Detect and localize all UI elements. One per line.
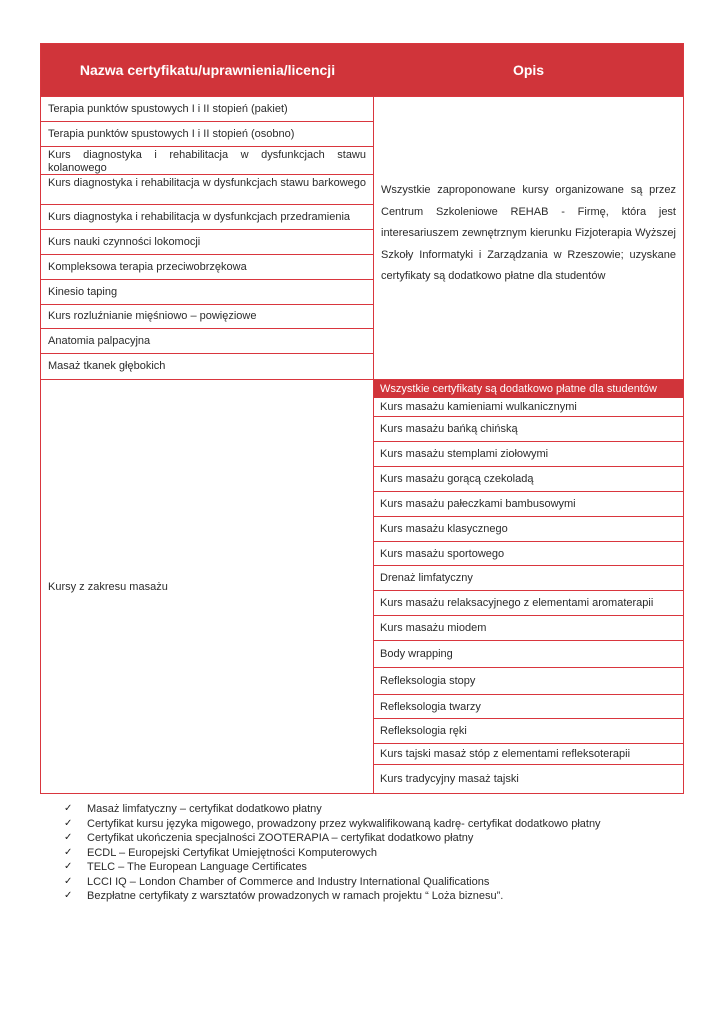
courses-description: Wszystkie zaproponowane kursy organizowane są przez Centrum Szkoleniowe REHAB - Firmę, która jest interesariuszem zewnętrznym kierunku Fizjoterapia Wyższej Szkoły Informatyki i Zarządzania w Rzeszowie; uzyskane certyfikaty są dodatkowo płatne dla studentów xyxy=(381,184,676,283)
table-row: Kompleksowa terapia przeciwobrzękowa xyxy=(41,255,373,280)
table-row: Kurs diagnostyka i rehabilitacja w dysfunkcjach stawu kolanowego xyxy=(41,147,373,175)
rehab-course-list xyxy=(41,97,374,379)
table-row: Terapia punktów spustowych I i II stopień (pakiet) xyxy=(41,97,373,122)
table-row: Terapia punktów spustowych I i II stopień (osobno) xyxy=(41,122,373,147)
table-row: Kurs diagnostyka i rehabilitacja w dysfunkcjach stawu barkowego xyxy=(41,175,373,205)
checkmark-icon: ✓ xyxy=(64,817,73,829)
list-item: Refleksologia ręki xyxy=(374,719,683,744)
table-row: Masaż tkanek głębokich xyxy=(48,360,166,372)
list-item xyxy=(64,875,601,890)
checklist-item-text: TELC – The European Language Certificates xyxy=(87,861,307,873)
table-header xyxy=(41,44,683,96)
massage-course-list xyxy=(374,380,683,793)
list-item: Refleksologia stopy xyxy=(374,668,683,695)
list-item xyxy=(64,817,601,832)
list-item xyxy=(64,889,601,904)
list-item: Kurs masażu stemplami ziołowymi xyxy=(374,442,683,467)
list-item: Kurs tajski masaż stóp z elementami refleksoterapii xyxy=(374,744,683,765)
list-item: Refleksologia twarzy xyxy=(374,695,683,719)
checkmark-icon: ✓ xyxy=(64,875,73,887)
list-item: Kurs masażu miodem xyxy=(374,616,683,641)
table-row: Kinesio taping xyxy=(41,280,373,305)
list-item: Kurs masażu bańką chińską xyxy=(374,417,683,442)
checkmark-icon: ✓ xyxy=(64,846,73,858)
checklist-item-text: Certyfikat kursu języka migowego, prowadzony przez wykwalifikowaną kadrę- certyfikat dodatkowo płatny xyxy=(87,817,601,830)
checklist-item-text: Bezpłatne certyfikaty z warsztatów prowadzonych w ramach projektu “ Loża biznesu”. xyxy=(87,890,504,902)
table-row: Kurs diagnostyka i rehabilitacja w dysfunkcjach przedramienia xyxy=(41,205,373,230)
list-item: Kurs masażu sportowego xyxy=(374,542,683,566)
checkmark-icon: ✓ xyxy=(64,861,73,872)
list-item: Kurs tradycyjny masaż tajski xyxy=(380,773,519,785)
paid-certificates-banner: Wszystkie certyfikaty są dodatkowo płatne dla studentów xyxy=(374,380,683,398)
massage-courses-label: Kursy z zakresu masażu xyxy=(41,380,374,793)
description-cell xyxy=(374,97,683,379)
list-item xyxy=(64,831,601,846)
header-name-column: Nazwa certyfikatu/uprawnienia/licencji xyxy=(79,62,336,78)
certificates-table xyxy=(40,43,684,794)
list-item: Drenaż limfatyczny xyxy=(374,566,683,591)
list-item: Kurs masażu relaksacyjnego z elementami aromaterapii xyxy=(374,591,683,616)
list-item: Kurs masażu pałeczkami bambusowymi xyxy=(374,492,683,517)
checkmark-icon: ✓ xyxy=(64,803,73,814)
list-item xyxy=(64,846,601,861)
checklist-item-text: Certyfikat ukończenia specjalności ZOOTERAPIA – certyfikat dodatkowo płatny xyxy=(87,832,474,844)
list-item: Body wrapping xyxy=(374,641,683,668)
checkmark-icon: ✓ xyxy=(64,890,73,901)
list-item: Kurs masażu klasycznego xyxy=(374,517,683,542)
checklist-item-text: LCCI IQ – London Chamber of Commerce and Industry International Qualifications xyxy=(87,875,490,888)
table-row: Kurs nauki czynności lokomocji xyxy=(41,230,373,255)
list-item: Kurs masażu gorącą czekoladą xyxy=(374,467,683,492)
checkmark-icon: ✓ xyxy=(64,832,73,843)
checklist-item-text: ECDL – Europejski Certyfikat Umiejętności Komputerowych xyxy=(87,846,377,859)
header-description-column: Opis xyxy=(512,62,545,78)
additional-certificates-list xyxy=(64,802,601,904)
table-row: Anatomia palpacyjna xyxy=(41,329,373,354)
massage-courses-section xyxy=(41,379,683,793)
list-item xyxy=(64,860,601,875)
table-row: Kurs rozluźnianie mięśniowo – powięziowe xyxy=(41,305,373,329)
list-item xyxy=(64,802,601,817)
checklist-item-text: Masaż limfatyczny – certyfikat dodatkowo płatny xyxy=(87,803,322,815)
list-item: Kurs masażu kamieniami wulkanicznymi xyxy=(374,398,683,417)
rehab-courses-section xyxy=(41,96,683,379)
